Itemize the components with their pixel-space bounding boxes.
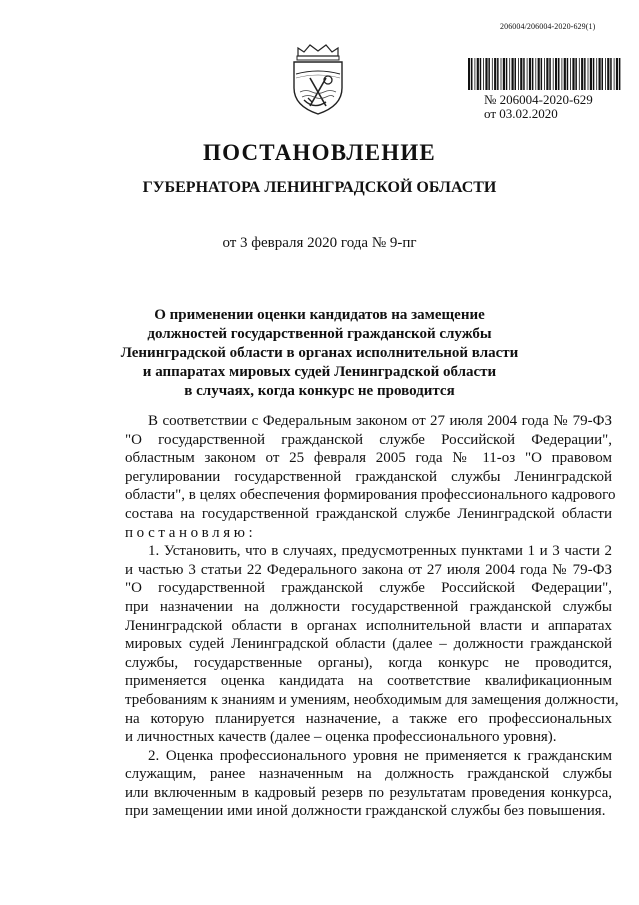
heading-line: в случаях, когда конкурс не проводится: [184, 383, 455, 399]
body-line: мировых судей Ленинградской области (далее – должности гражданской: [125, 636, 612, 653]
leningrad-oblast-coat-of-arms-icon: [288, 42, 348, 116]
decree-body: [125, 412, 619, 821]
body-line: состава на государственной гражданской службе Ленинградской области: [125, 505, 612, 522]
body-line: "О государственной гражданской службе Российской Федерации",: [125, 431, 612, 448]
body-line: и частью 3 статьи 22 Федерального закона от 27 июля 2004 года № 79-ФЗ: [125, 561, 612, 578]
body-line: 2. Оценка профессионального уровня не применяется к гражданским: [148, 747, 612, 764]
body-line: области", в целях обеспечения формирования профессионального кадрового: [125, 487, 616, 504]
body-line: служащим, ранее назначенным на должность гражданской службы: [125, 766, 612, 783]
body-line: постановляю:: [125, 524, 257, 541]
body-line: или включенным в кадровый резерв по результатам проведения конкурса,: [125, 784, 612, 801]
body-line: и личностных качеств (далее – оценка профессионального уровня).: [125, 729, 557, 746]
document-barcode: [468, 58, 622, 90]
heading-line: и аппаратах мировых судей Ленинградской области: [142, 364, 497, 380]
body-line: при назначении на должности государственной гражданской службы: [125, 598, 612, 615]
heading-line: должностей государственной гражданской службы: [147, 326, 492, 342]
body-line: "О государственной гражданской службе Российской Федерации",: [125, 580, 612, 597]
document-reference-top: 206004/206004-2020-629(1): [500, 22, 596, 31]
body-line: областным законом от 25 февраля 2005 года № 11-оз "О правовом: [125, 450, 612, 467]
document-registration-date: от 03.02.2020: [484, 106, 558, 121]
body-line: 1. Установить, что в случаях, предусмотренных пунктами 1 и 3 части 2: [148, 543, 612, 560]
heading-line: О применении оценки кандидатов на замещение: [154, 307, 485, 323]
document-registration-number: № 206004-2020-629: [484, 92, 593, 107]
body-line: Ленинградской области в органах исполнительной власти и аппаратах: [125, 617, 612, 634]
document-title: ПОСТАНОВЛЕНИЕ: [203, 140, 436, 165]
body-line: применяется оценка кандидата на соответствие квалификационным: [125, 673, 612, 690]
heading-line: Ленинградской области в органах исполнительной власти: [120, 345, 519, 361]
decree-date: от 3 февраля 2020 года № 9-пг: [222, 235, 417, 251]
body-line: при замещении ими иной должности гражданской службы без повышения.: [125, 803, 606, 820]
document-subtitle: ГУБЕРНАТОРА ЛЕНИНГРАДСКОЙ ОБЛАСТИ: [142, 179, 497, 196]
body-line: В соответствии с Федеральным законом от 27 июля 2004 года № 79-ФЗ: [148, 413, 612, 429]
body-line: службы, государственные органы), когда конкурс не проводится,: [125, 654, 612, 671]
body-line: регулировании государственной гражданской службы Ленинградской: [125, 468, 612, 485]
body-line: на которую планируется назначение, а также его профессиональных: [125, 710, 612, 727]
decree-heading: [0, 306, 639, 401]
body-line: требованиям к знаниям и умениям, необходимым для замещения должности,: [125, 691, 619, 708]
